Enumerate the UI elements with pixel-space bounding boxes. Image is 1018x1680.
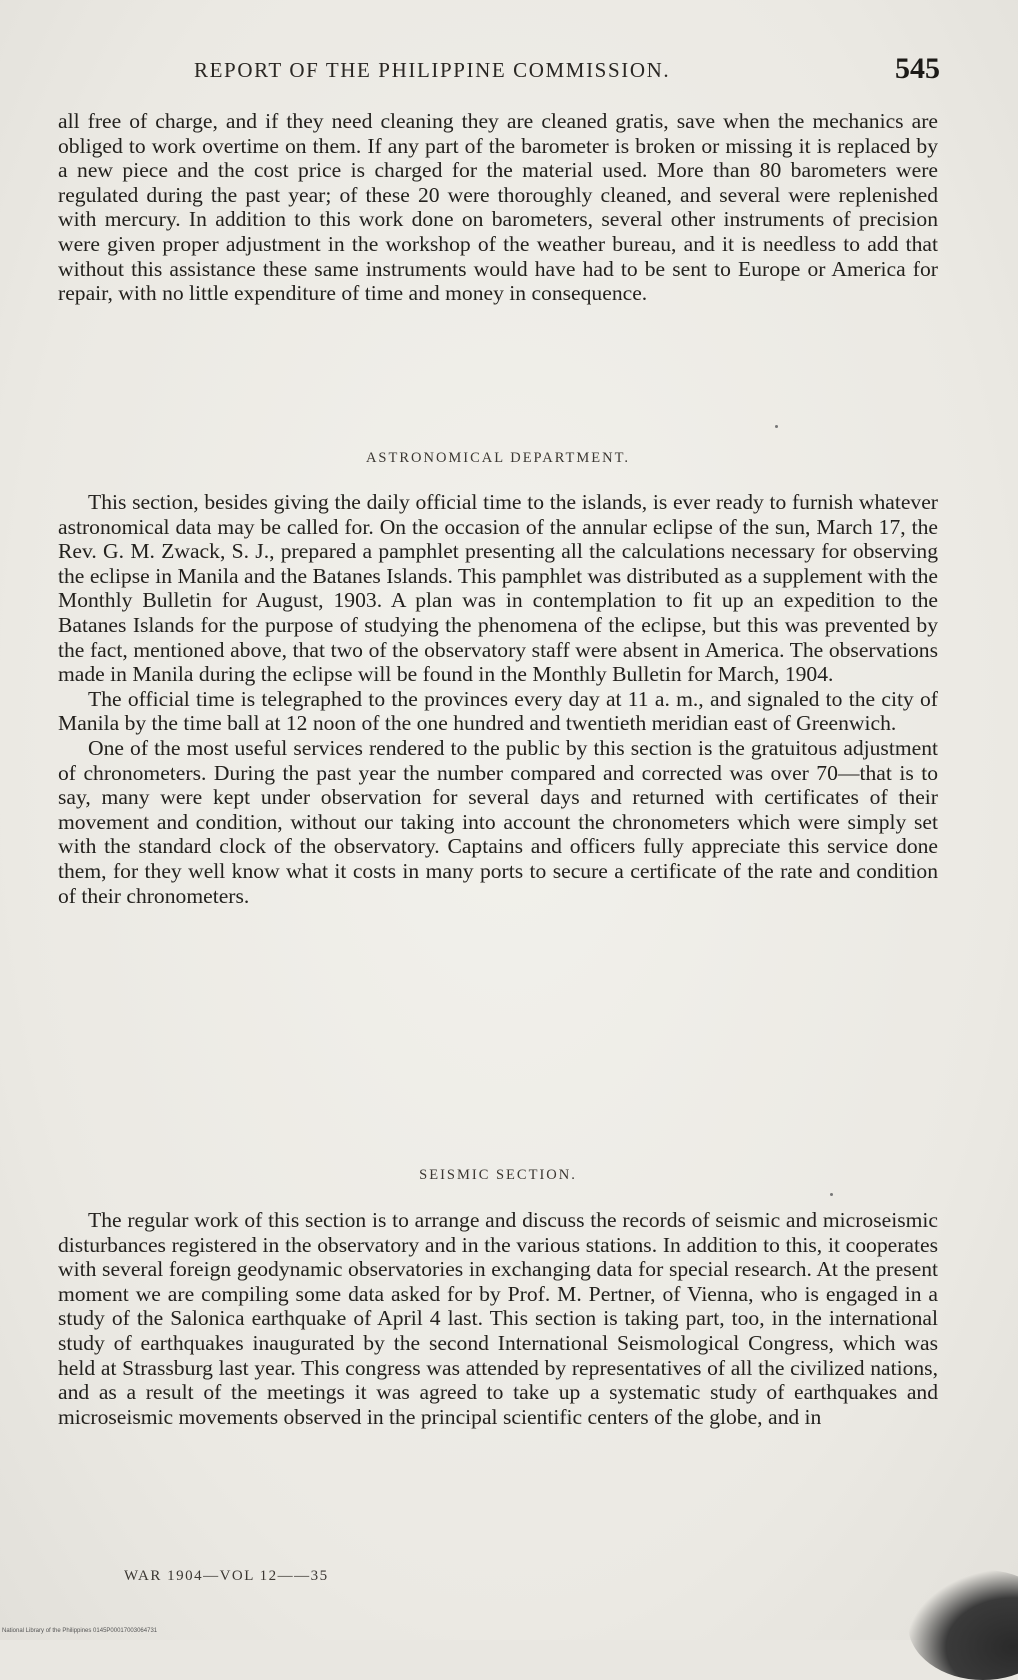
page-number: 545	[895, 52, 940, 85]
seismic-section-text	[58, 1208, 938, 1429]
running-head	[150, 52, 940, 92]
signature-line: WAR 1904—VOL 12——35	[124, 1568, 329, 1584]
astronomical-paragraph-1: This section, besides giving the daily official time to the islands, is ever ready to furnish whatever astronomical data may be called for. On the occasion of the annular eclipse of the sun, March 17, the Rev. G. M. Zwack, S. J., prepared a pamphlet presenting all the calculations necessary for observing the eclipse in Manila and the Batanes Islands. This pamphlet was distributed as a supplement with the Monthly Bulletin for August, 1903. A plan was in contemplation to fit up an expedition to the Batanes Islands for the purpose of studying the phenomena of the eclipse, but this was prevented by the fact, mentioned above, that two of the observatory staff were absent in America. The observations made in Manila during the eclipse will be found in the Monthly Bulletin for March, 1904.	[58, 490, 938, 687]
print-speck	[775, 425, 778, 428]
running-title: REPORT OF THE PHILIPPINE COMMISSION.	[194, 58, 671, 82]
astronomical-paragraph-2: The official time is telegraphed to the provinces every day at 11 a. m., and signaled to the city of Manila by the time ball at 12 noon of the one hundred and twentieth meridian east of Greenwich.	[58, 686, 938, 736]
heading-astronomical-department: ASTRONOMICAL DEPARTMENT.	[365, 450, 631, 466]
print-speck	[830, 1193, 833, 1196]
intro-paragraph: all free of charge, and if they need cleaning they are cleaned gratis, save when the mechanics are obliged to work overtime on them. If any part of the barometer is broken or missing it is replaced by a new piece and the cost price is charged for the material used. More than 80 barometers were regulated during the past year; of these 20 were thoroughly cleaned, and several were replenished with mercury. In addition to this work done on barometers, several other instruments of precision were given proper adjustment in the workshop of the weather bureau, and it is needless to add that without this assistance these same instruments would have had to be sent to Europe or America for repair, with no little expenditure of time and money in consequence.	[58, 109, 938, 306]
astronomical-section-text	[58, 490, 938, 908]
heading-seismic-section: SEISMIC SECTION.	[419, 1167, 577, 1183]
intro-paragraph-block	[58, 109, 938, 306]
seismic-paragraph-1: The regular work of this section is to arrange and discuss the records of seismic and microseismic disturbances registered in the observatory and in the various stations. In addition to this, it cooperates with several foreign geodynamic observatories in exchanging data for special research. At the present moment we are compiling some data asked for by Prof. M. Pertner, of Vienna, who is engaged in a study of the Salonica earthquake of April 4 last. This section is taking part, too, in the international study of earthquakes inaugurated by the second International Seismological Congress, which was held at Strassburg last year. This congress was attended by representatives of all the civilized nations, and as a result of the meetings it was agreed to take up a systematic study of earthquakes and microseismic movements observed in the principal scientific centers of the globe, and in	[58, 1208, 938, 1429]
library-credit: National Library of the Philippines 0145P00017003064731	[2, 1628, 158, 1634]
astronomical-paragraph-3: One of the most useful services rendered to the public by this section is the gratuitous adjustment of chronometers. During the past year the number compared and corrected was over 70—that is to say, many were kept under observation for several days and returned with certificates of their movement and condition, without our taking into account the chronometers which were simply set with the standard clock of the observatory. Captains and officers fully appreciate this service done them, for they well know what it costs in many ports to secure a certificate of the rate and condition of their chronometers.	[58, 735, 938, 908]
page-corner-shadow	[908, 1570, 1018, 1680]
